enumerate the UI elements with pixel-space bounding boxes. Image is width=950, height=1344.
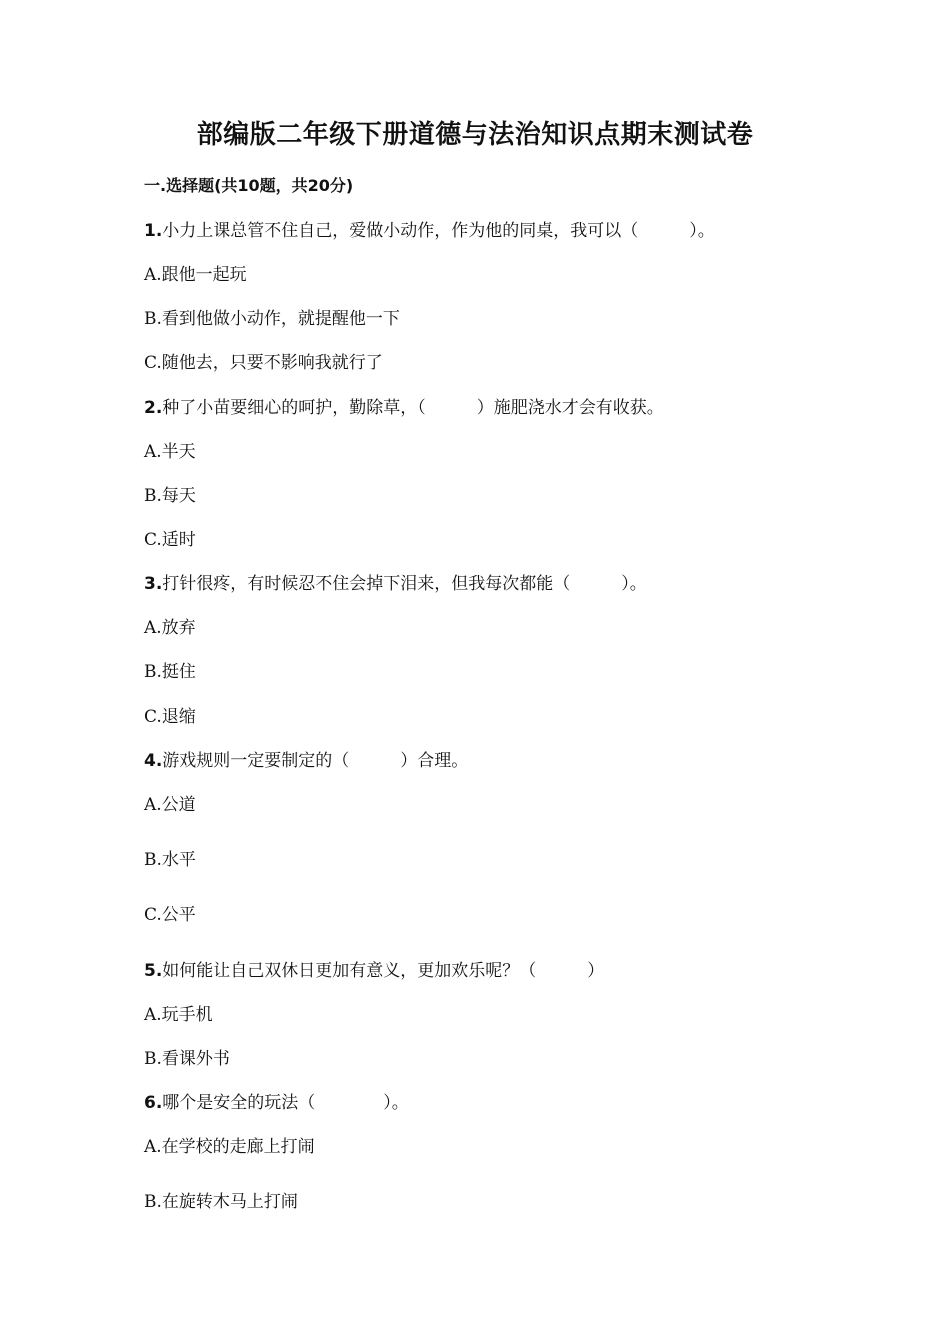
option-2a: A.半天 bbox=[144, 442, 196, 462]
question-number: 3. bbox=[144, 574, 163, 594]
question-5 bbox=[144, 956, 604, 981]
question-2 bbox=[144, 393, 664, 418]
question-number: 4. bbox=[144, 751, 163, 771]
option-3a: A.放弃 bbox=[144, 618, 196, 638]
question-text: 哪个是安全的玩法（ ）。 bbox=[162, 1093, 409, 1113]
option-6b: B.在旋转木马上打闹 bbox=[144, 1192, 298, 1212]
question-3 bbox=[144, 569, 647, 594]
option-5b: B.看课外书 bbox=[144, 1049, 230, 1069]
question-text: 种了小苗要细心的呵护，勤除草，（ ）施肥浇水才会有收获。 bbox=[162, 398, 664, 418]
option-5a: A.玩手机 bbox=[144, 1005, 213, 1025]
question-number: 2. bbox=[144, 398, 163, 418]
option-3c: C.退缩 bbox=[144, 707, 196, 727]
option-1b: B.看到他做小动作，就提醒他一下 bbox=[144, 309, 400, 329]
question-number: 1. bbox=[144, 221, 163, 241]
question-4 bbox=[144, 746, 468, 771]
option-1c: C.随他去，只要不影响我就行了 bbox=[144, 353, 383, 373]
question-text: 游戏规则一定要制定的（ ）合理。 bbox=[162, 751, 469, 771]
section-heading: 一.选择题(共10题，共20分) bbox=[144, 176, 354, 195]
option-4a: A.公道 bbox=[144, 795, 196, 815]
question-text: 如何能让自己双休日更加有意义，更加欢乐呢？（ ） bbox=[162, 961, 605, 981]
option-2b: B.每天 bbox=[144, 486, 196, 506]
question-number: 6. bbox=[144, 1093, 163, 1113]
option-4b: B.水平 bbox=[144, 850, 196, 870]
question-text: 小力上课总管不住自己，爱做小动作，作为他的同桌，我可以（ ）。 bbox=[162, 221, 715, 241]
option-2c: C.适时 bbox=[144, 530, 196, 550]
option-3b: B.挺住 bbox=[144, 662, 196, 682]
option-6a: A.在学校的走廊上打闹 bbox=[144, 1137, 315, 1157]
option-4c: C.公平 bbox=[144, 905, 196, 925]
option-1a: A.跟他一起玩 bbox=[144, 265, 247, 285]
question-6 bbox=[144, 1088, 409, 1113]
question-text: 打针很疼，有时候忍不住会掉下泪来，但我每次都能（ ）。 bbox=[162, 574, 647, 594]
question-1 bbox=[144, 216, 715, 241]
page-title: 部编版二年级下册道德与法治知识点期末测试卷 bbox=[196, 120, 754, 150]
question-number: 5. bbox=[144, 961, 163, 981]
